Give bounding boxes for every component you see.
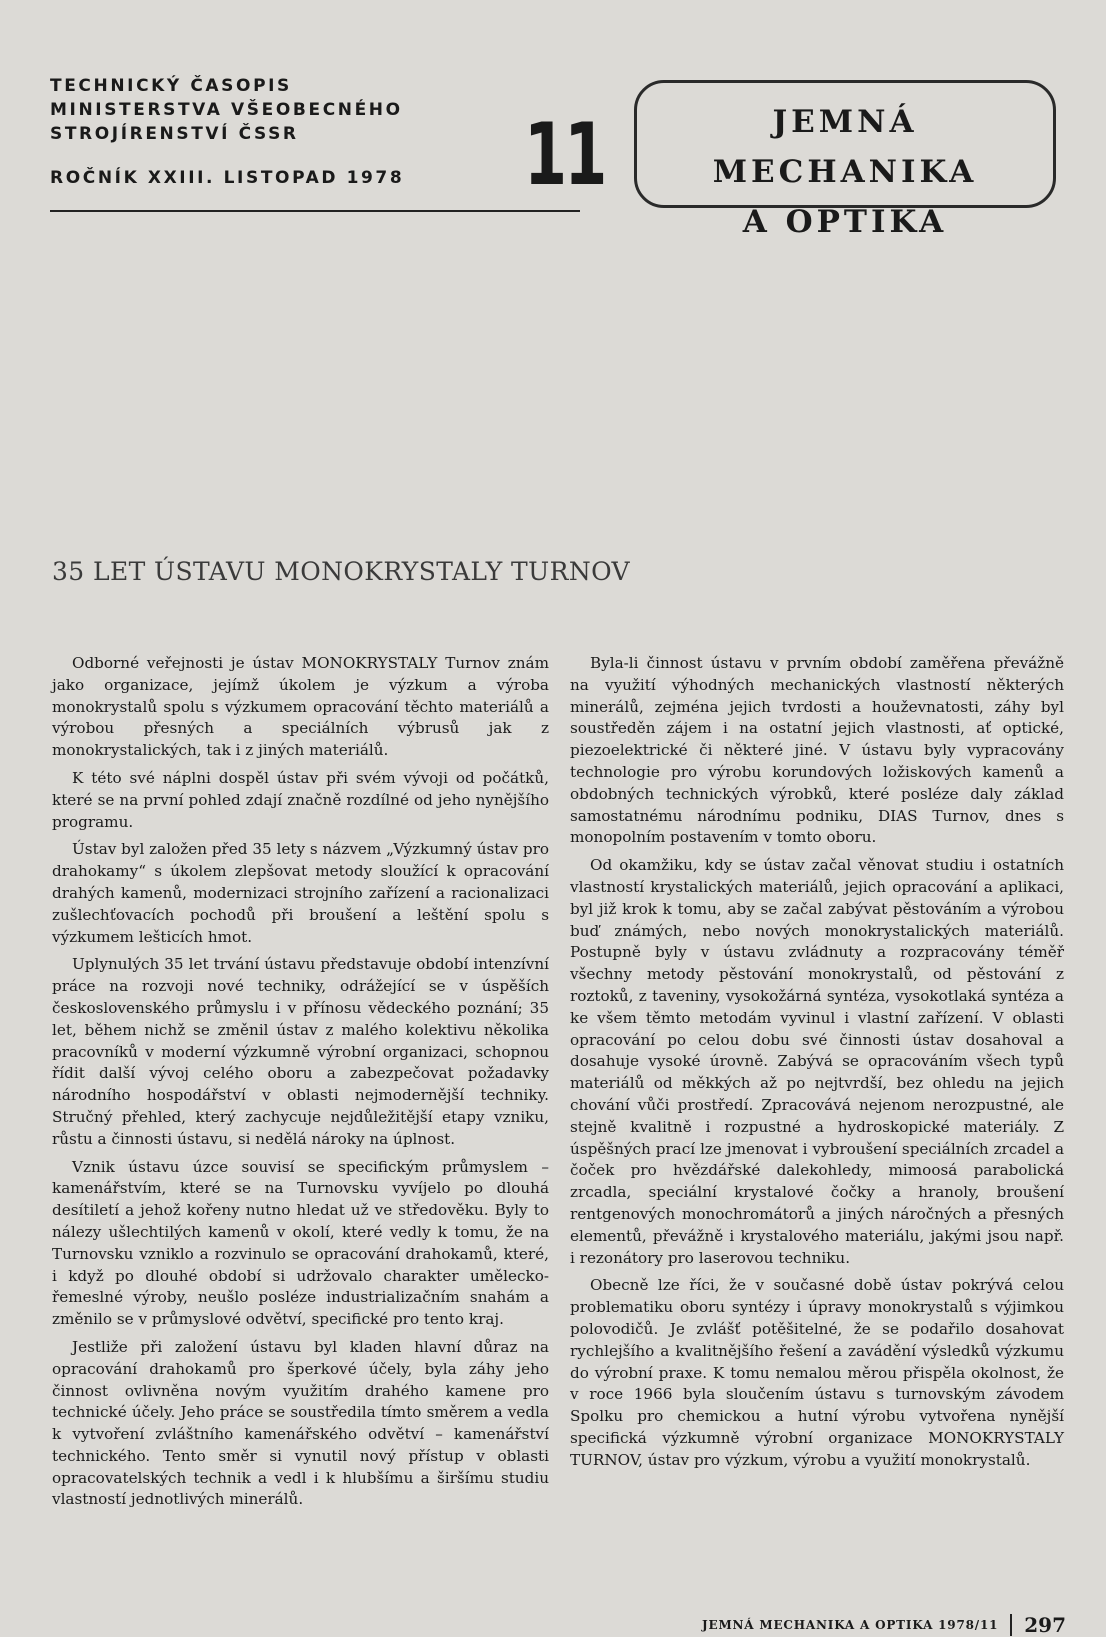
masthead <box>50 74 404 190</box>
article-column-right <box>570 653 1064 1477</box>
page-number: 297 <box>1024 1613 1066 1637</box>
paragraph: Odborné veřejnosti je ústav MONOKRYSTALY Turnov znám jako organizace, jejímž úkolem je výzkum a výroba monokrystalů spolu s výzkumem opracování těchto materiálů a výrobou přesných a speciálních výbrusů jak z monokrystalických, tak i z jiných materiálů. <box>52 654 549 760</box>
article-column-left <box>52 653 549 1517</box>
page-footer <box>702 1613 1066 1637</box>
journal-title-line-1: JEMNÁ MECHANIKA <box>712 104 978 190</box>
masthead-line-2: MINISTERSTVA VŠEOBECNÉHO <box>50 100 403 120</box>
footer-separator <box>1010 1614 1012 1636</box>
paragraph: K této své náplni dospěl ústav při svém vývoji od počátků, které se na první pohled zdají značně rozdílné od jeho nynějšího programu. <box>52 768 549 831</box>
paragraph: Ústav byl založen před 35 lety s názvem „Výzkumný ústav pro drahokamy“ s úkolem zlepšovat metody sloužící k opracování drahých kamenů, modernizaci strojního zařízení a racionalizaci zušlechťovacích pochodů při broušení a leštění spolu s výzkumem lešticích hmot. <box>52 840 549 946</box>
paragraph: Uplynulých 35 let trvání ústavu představuje období intenzívní práce na rozvoji nové techniky, odrážející se v úspěších československého průmyslu i v přínosu vědeckého poznání; 35 let, během nichž se změnil ústav z malého kolektivu několika pracovníků v moderní výzkumně výrobní organizaci, schopnou řídit další vývoj celého oboru a zabezpečovat požadavky národního hospodářství v oblasti nejmodernější techniky. Stručný přehled, který zachycuje nejdůležitější etapy vzniku, růstu a činnosti ústavu, si nedělá nároky na úplnost. <box>52 955 549 1148</box>
journal-title-line-2: A OPTIKA <box>742 204 948 240</box>
masthead-line-1: TECHNICKÝ ČASOPIS <box>50 76 292 96</box>
paragraph: Od okamžiku, kdy se ústav začal věnovat studiu i ostatních vlastností krystalických materiálů, jejich opracování a aplikaci, byl již krok k tomu, aby se začal zabývat pěstováním a výrobou buď známých, nebo nových monokrystalických materiálů. Postupně byly v ústavu zvládnuty a rozpracovány téměř všechny metody pěstování monokrystalů, od pěstování z roztoků, z taveniny, vysokožárná syntéza, vysokotlaká syntéza a ke všem těmto metodám vyvinul i vlastní zařízení. V oblasti opracování po celou dobu své činnosti ústav dosahoval a dosahuje vysoké úrovně. Zabývá se opracováním všech typů materiálů od měkkých až po nejtvrdší, bez ohledu na jejich chování vůči prostředí. Zpracovává nejenom nerozpustné, ale stejně kvalitně i rozpustné a hydroskopické materiály. Z úspěšných prací lze jmenovat i vybroušení speciálních zrcadel a čoček pro hvězdářské dalekohledy, mimoosá parabolická zrcadla, speciální krystalové čočky a hranoly, broušení rentgenových monochromátorů a jiných náročných a přesných elementů, převážně i krystalového materiálu, jakými jsou např. i rezonátory pro laserovou techniku. <box>570 856 1064 1267</box>
header-rule <box>50 210 580 212</box>
footer-journal: JEMNÁ MECHANIKA A OPTIKA 1978/11 <box>702 1618 999 1632</box>
paragraph: Vznik ústavu úzce souvisí se specifickým průmyslem – kamenářstvím, které se na Turnovsku vyvíjelo po dlouhá desítiletí a jehož kořeny nutno hledat už ve středověku. Byly to nálezy ušlechtilých kamenů v okolí, které vedly k tomu, že na Turnovsku vzniklo a rozvinulo se opracování drahokamů, které, i když po dlouhé období si udržovalo charakter umělecko-řemeslné výroby, neušlo posléze industrializačním snahám a změnilo se v průmyslové odvětví, specifické pro tento kraj. <box>52 1157 549 1329</box>
journal-title-box <box>634 80 1056 240</box>
paragraph: Jestliže při založení ústavu byl kladen hlavní důraz na opracování drahokamů pro šperkové účely, byla záhy jeho činnost ovlivněna novým využitím drahého kamene pro technické účely. Jeho práce se soustředila tímto směrem a vedla k vytvoření zvláštního kamenářského odvětví – kamenářství technického. Tento směr si vynutil nový přístup v oblasti opracovatelských technik a vedl i k hlubšímu a širšímu studiu vlastností jednotlivých minerálů. <box>52 1337 549 1509</box>
article-title: 35 LET ÚSTAVU MONOKRYSTALY TURNOV <box>52 557 631 586</box>
masthead-line-3: STROJÍRENSTVÍ ČSSR <box>50 124 299 144</box>
issue-number: 11 <box>524 105 605 205</box>
volume-date: ROČNÍK XXIII. LISTOPAD 1978 <box>50 168 405 188</box>
paragraph: Byla-li činnost ústavu v prvním období zaměřena převážně na využití výhodných mechanických vlastností některých minerálů, zejména jejich tvrdosti a houževnatosti, záhy byl soustředěn zájem i na ostatní jejich vlastnosti, ať optické, piezoelektrické či některé jiné. V ústavu byly vypracovány technologie pro výrobu korundových ložiskových kamenů a obdobných technických výrobků, které posléze daly základ samostatnému národnímu podniku, DIAS Turnov, dnes s monopolním postavením v tomto oboru. <box>570 654 1064 847</box>
paragraph: Obecně lze říci, že v současné době ústav pokrývá celou problematiku oboru syntézy i úpravy monokrystalů s výjimkou polovodičů. Je zvlášť potěšitelné, že se podařilo dosahovat rychlejšího a kvalitnějšího řešení a zavádění výsledků výzkumu do výrobní praxe. K tomu nemalou měrou přispěla okolnost, že v roce 1966 byla sloučením ústavu s turnovským závodem Spolku pro chemickou a hutní výrobu vytvořena nynější specifická výzkumně výrobní organizace MONOKRYSTALY TURNOV, ústav pro výzkum, výrobu a využití monokrystalů. <box>570 1276 1064 1469</box>
